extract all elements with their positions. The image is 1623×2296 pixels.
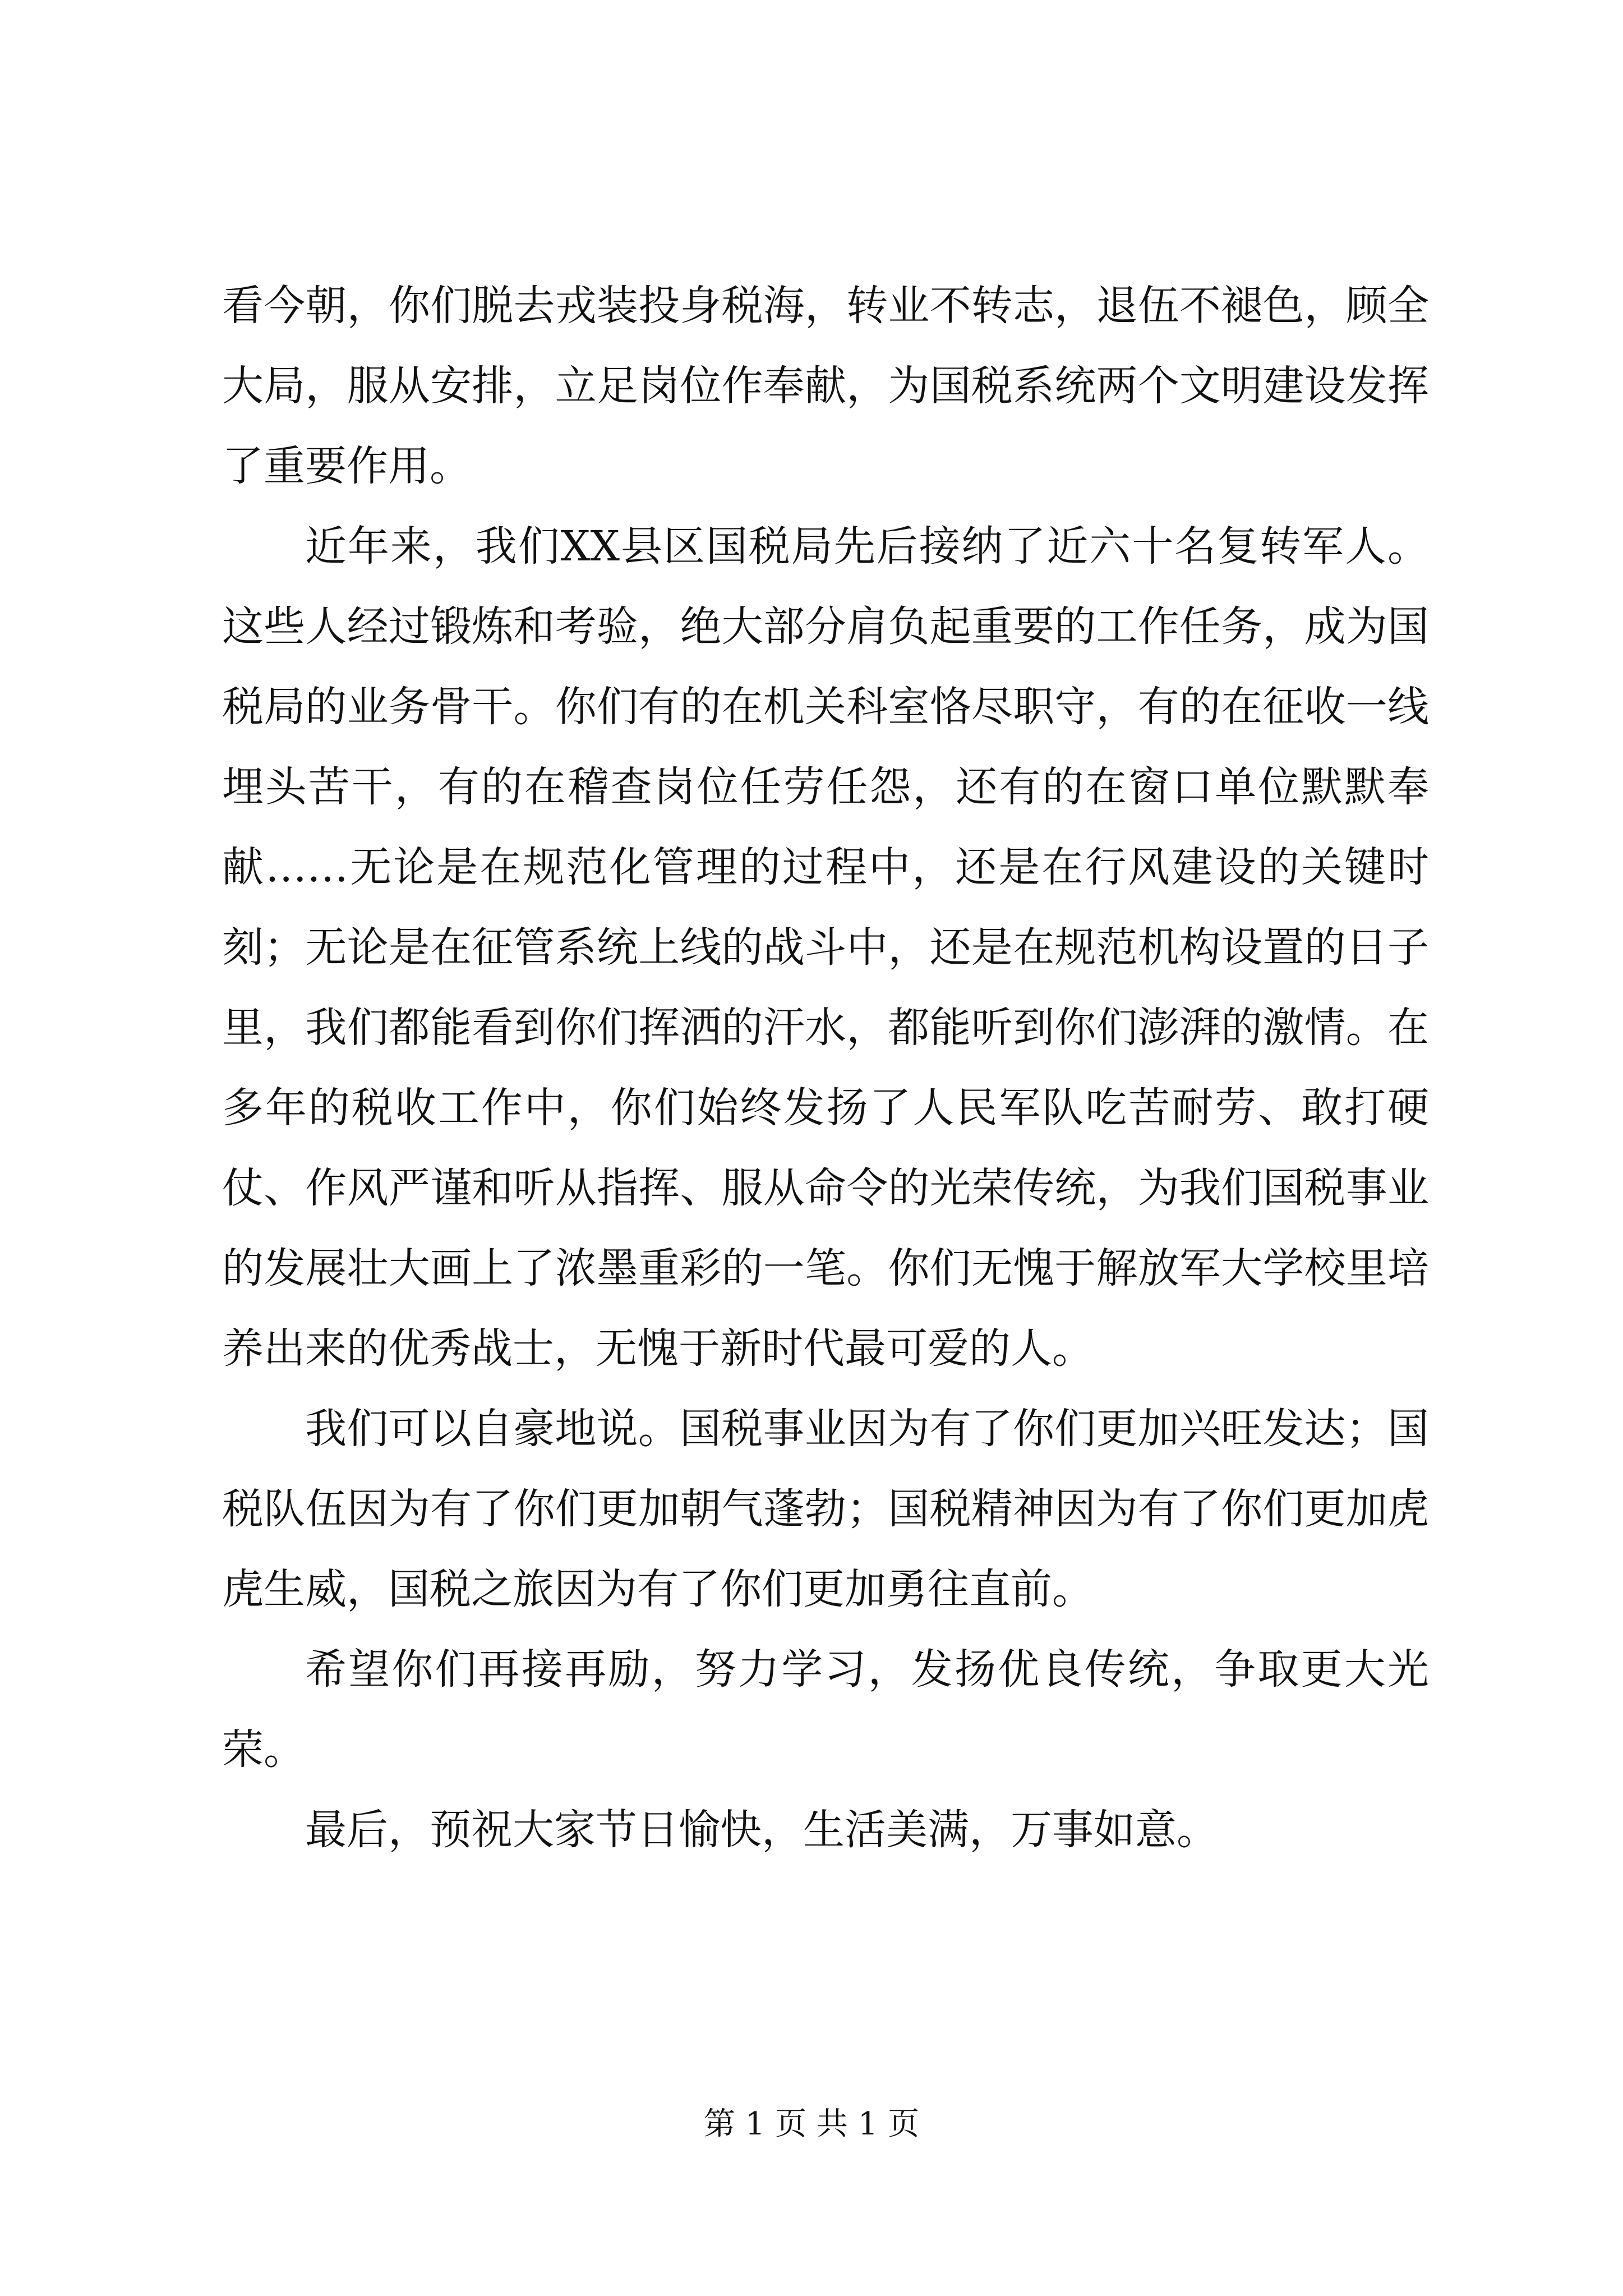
paragraph-hope: 希望你们再接再励，努力学习，发扬优良传统，争取更大光荣。 — [222, 1645, 1429, 1774]
paragraph-pride: 我们可以自豪地说。国税事业因为有了你们更加兴旺发达；国税队伍因为有了你们更加朝气蓬勃；国税精神因为有了你们更加虎虎生威，国税之旅因为有了你们更加勇往直前。 — [222, 1405, 1429, 1613]
document-body — [222, 266, 1429, 1870]
paragraph-continuation: 看今朝，你们脱去戎装投身税海，转业不转志，退伍不褪色，顾全大局，服从安排，立足岗位作奉献，为国税系统两个文明建设发挥了重要作用。 — [222, 282, 1429, 490]
page-number-footer: 第 1 页 共 1 页 — [703, 2106, 920, 2142]
paragraph-veterans: 近年来，我们XX县区国税局先后接纳了近六十名复转军人。这些人经过锻炼和考验，绝大部分肩负起重要的工作任务，成为国税局的业务骨干。你们有的在机关科室恪尽职守，有的在征收一线埋头苦干，有的在稽查岗位任劳任怨，还有的在窗口单位默默奉献……无论是在规范化管理的过程中，还是在行风建设的关键时刻；无论是在征管系统上线的战斗中，还是在规范机构设置的日子里，我们都能看到你们挥洒的汗水，都能听到你们澎湃的激情。在多年的税收工作中，你们始终发扬了人民军队吃苦耐劳、敢打硬仗、作风严谨和听从指挥、服从命令的光荣传统，为我们国税事业的发展壮大画上了浓墨重彩的一笔。你们无愧于解放军大学校里培养出来的优秀战士，无愧于新时代最可爱的人。 — [222, 522, 1429, 1373]
paragraph-closing: 最后，预祝大家节日愉快，生活美满，万事如意。 — [305, 1806, 1218, 1854]
